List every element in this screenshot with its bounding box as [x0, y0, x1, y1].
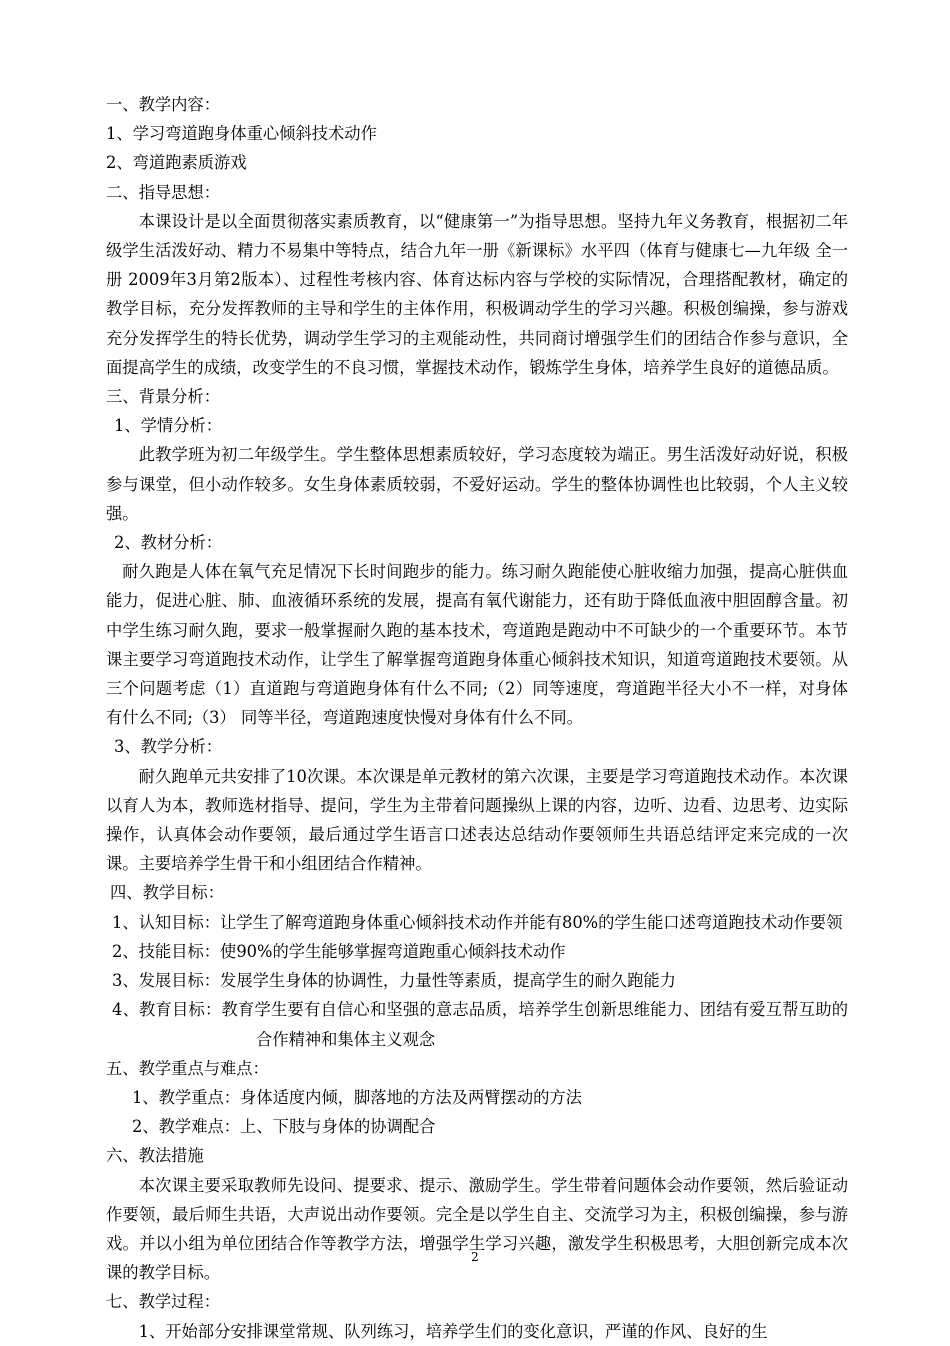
material-analysis-heading: 2、教材分析： [114, 533, 223, 553]
document-body [106, 90, 848, 1346]
guide-paragraph: 本课设计是以全面贯彻落实素质教育，以“健康第一”为指导思想。坚持九年义务教育，根据初二年级学生活泼好动、精力不易集中等特点，结合九年一册《新课标》水平四（体育与健康七—九年级 全一册 2009年3月第2版本）、过程性考核内容、体育达标内容与学校的实际情况，合理搭配教材，确定的教学目标，充分发挥教师的主导和学生的主体作用，积极调动学生的学习兴趣。积极创编操，参与游戏充分发挥学生的特长优势，调动学生学习的主观能动性，共同商讨增强学生们的团结合作参与意识，全面提高学生的成绩，改变学生的不良习惯，掌握技术动作，锻炼学生身体，培养学生良好的道德品质。 [106, 211, 848, 377]
teaching-analysis-paragraph: 耐久跑单元共安排了10次课。本次课是单元教材的第六次课，主要是学习弯道跑技术动作。本次课以育人为本，教师选材指导、提问，学生为主带着问题操纵上课的内容，边听、边看、边思考、边实际操作，认真体会动作要领，最后通过学生语言口述表达总结动作要领师生共语总结评定来完成的一次课。主要培养学生骨干和小组团结合作精神。 [106, 766, 848, 874]
page-number: 2 [471, 1250, 479, 1264]
content-item: 1、学习弯道跑身体重心倾斜技术动作 [106, 124, 377, 144]
section-heading-methods: 六、教法措施 [106, 1146, 204, 1166]
section-heading-content: 一、教学内容： [106, 95, 220, 114]
methods-paragraph: 本次课主要采取教师先设问、提要求、提示、激励学生。学生带着问题体会动作要领，然后验证动作要领，最后师生共语，大声说出动作要领。完全是以学生自主、交流学习为主，积极创编操，参与游戏。并以小组为单位团结合作等教学方法，增强学生学习兴趣，激发学生积极思考，大胆创新完成本次课的教学目标。 [106, 1175, 848, 1283]
teaching-analysis-heading: 3、教学分析： [114, 737, 223, 757]
material-analysis-paragraph: 耐久跑是人体在氧气充足情况下长时间跑步的能力。练习耐久跑能使心脏收缩力加强，提高心脏供血能力，促进心脏、肺、血液循环系统的发展，提高有氧代谢能力，还有助于降低血液中胆固醇含量。初中学生练习耐久跑，要求一般掌握耐久跑的基本技术，弯道跑是跑动中不可缺少的一个重要环节。本节课主要学习弯道跑技术动作，让学生了解掌握弯道跑身体重心倾斜技术知识，知道弯道跑技术要领。从三个问题考虑（1）直道跑与弯道跑身体有什么不同;（2）同等速度，弯道跑半径大小不一样，对身体有什么不同;（3） 同等半径，弯道跑速度快慢对身体有什么不同。 [106, 562, 848, 728]
student-analysis-paragraph: 此教学班为初二年级学生。学生整体思想素质较好，学习态度较为端正。男生活泼好动好说，积极参与课堂，但小动作较多。女生身体素质较弱，不爱好运动。学生的整体协调性也比较弱，个人主义较强。 [106, 445, 848, 523]
section-heading-key-points: 五、教学重点与难点： [106, 1058, 269, 1078]
student-analysis-heading: 1、学情分析： [114, 416, 223, 436]
goal-item: 4、教育目标：教育学生要有自信心和坚强的意志品质，培养学生创新思维能力、团结有爱互帮互助的合作精神和集体主义观念 [112, 1000, 848, 1049]
section-heading-background: 三、背景分析： [106, 387, 220, 407]
key-point-item: 2、教学难点：上、下肢与身体的协调配合 [132, 1117, 436, 1137]
section-heading-process: 七、教学过程： [106, 1292, 220, 1312]
process-paragraph: 1、开始部分安排课堂常规、队列练习，培养学生们的变化意识，严谨的作风、良好的生 [138, 1321, 768, 1341]
content-item: 2、弯道跑素质游戏 [106, 153, 247, 173]
section-heading-goals: 四、教学目标： [110, 883, 224, 903]
section-heading-guide: 二、指导思想： [106, 182, 220, 202]
key-point-item: 1、教学重点：身体适度内倾，脚落地的方法及两臂摆动的方法 [132, 1087, 582, 1107]
goal-item: 2、技能目标：使90%的学生能够掌握弯道跑重心倾斜技术动作 [112, 941, 566, 961]
goal-item: 1、认知目标：让学生了解弯道跑身体重心倾斜技术动作并能有80%的学生能口述弯道跑技术动作要领 [112, 912, 843, 932]
goal-item: 3、发展目标：发展学生身体的协调性，力量性等素质，提高学生的耐久跑能力 [112, 971, 676, 991]
